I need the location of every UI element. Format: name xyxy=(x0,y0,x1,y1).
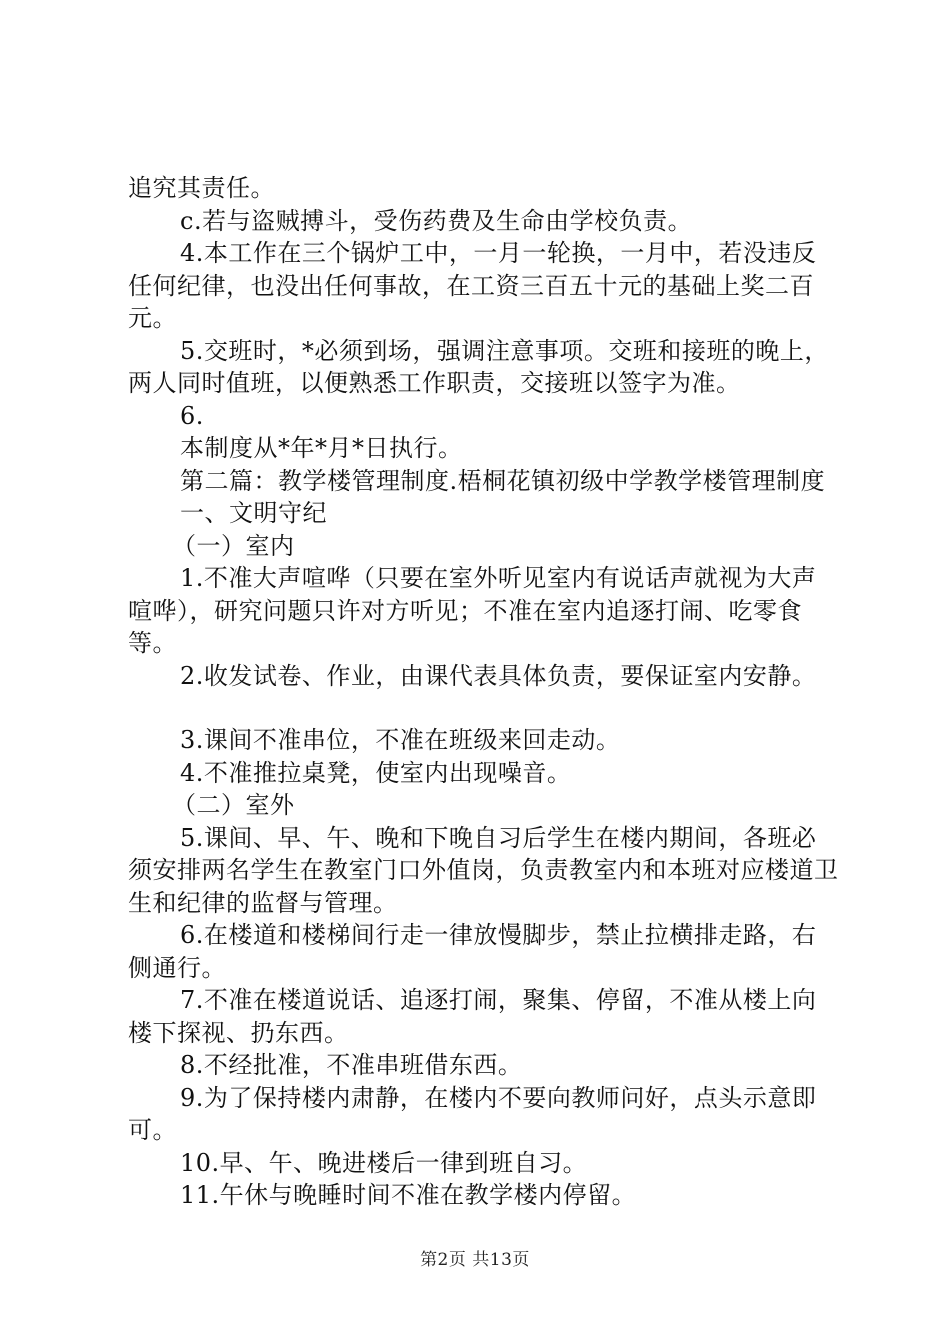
rule-item-2: 2.收发试卷、作业，由课代表具体负责，要保证室内安静。 xyxy=(180,661,817,690)
rule-item-10: 10.早、午、晚进楼后一律到班自习。 xyxy=(180,1148,588,1177)
paragraph-effective-date: 本制度从*年*月*日执行。 xyxy=(180,434,463,462)
rule-item-7: 7.不准在楼道说话、追逐打闹，聚集、停留，不准从楼上向楼下探视、扔东西。 xyxy=(128,986,817,1047)
paragraph-item-4: 4.本工作在三个锅炉工中，一月一轮换，一月中，若没违反任何纪律，也没出任何事故，在工资三百五十元的基础上奖二百元。 xyxy=(128,239,817,332)
rule-item-3: 3.课间不准串位，不准在班级来回走动。 xyxy=(180,726,621,754)
rule-item-8: 8.不经批准，不准串班借东西。 xyxy=(180,1051,523,1079)
subheading-indoor: （一）室内 xyxy=(172,531,295,560)
rule-item-1: 1.不准大声喧哗（只要在室外听见室内有说话声就视为大声喧哗），研究问题只许对方听见；不准在室内追逐打闹、吃零食等。 xyxy=(128,564,817,657)
paragraph-item-5: 5.交班时，*必须到场，强调注意事项。交班和接班的晚上，两人同时值班，以便熟悉工作职责，交接班以签字为准。 xyxy=(128,336,829,397)
rule-item-5: 5.课间、早、午、晚和下晚自习后学生在楼内期间，各班必须安排两名学生在教室门口外值岗，负责教室内和本班对应楼道卫生和纪律的监督与管理。 xyxy=(128,823,839,917)
section-heading-part-two: 第二篇：教学楼管理制度.梧桐花镇初级中学教学楼管理制度 xyxy=(180,466,826,495)
page-footer xyxy=(0,1245,950,1270)
paragraph-item-c: c.若与盗贼搏斗，受伤药费及生命由学校负责。 xyxy=(180,206,693,235)
rule-item-9: 9.为了保持楼内肃静，在楼内不要向教师问好，点头示意即可。 xyxy=(128,1083,817,1144)
heading-civilized-discipline: 一、文明守纪 xyxy=(180,499,327,527)
rule-item-4: 4.不准推拉桌凳，使室内出现噪音。 xyxy=(180,758,572,787)
document-body xyxy=(128,172,840,1212)
paragraph-item-6: 6. xyxy=(180,401,204,430)
rule-item-11: 11.午休与晚睡时间不准在教学楼内停留。 xyxy=(180,1181,637,1209)
page-number-label: 第2页 共13页 xyxy=(420,1250,530,1270)
paragraph-continuation: 追究其责任。 xyxy=(128,174,275,202)
subheading-outdoor: （二）室外 xyxy=(172,791,295,819)
rule-item-6: 6.在楼道和楼梯间行走一律放慢脚步，禁止拉横排走路，右侧通行。 xyxy=(128,921,817,982)
